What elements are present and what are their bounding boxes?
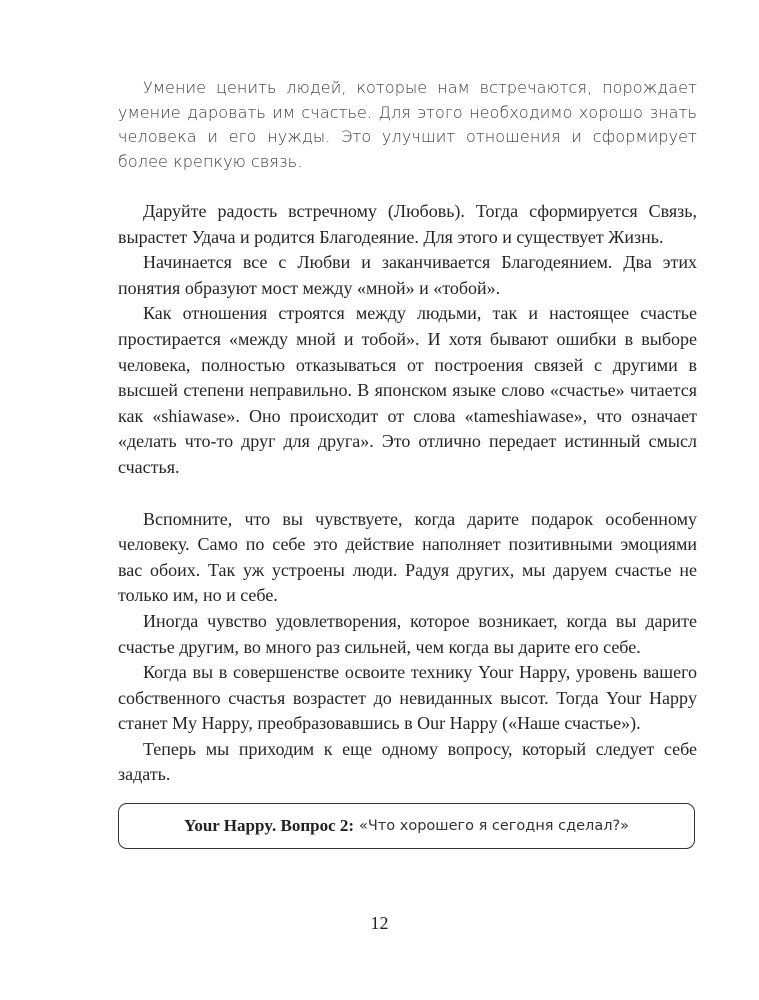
question-text: «Что хорошего я сегодня сделал?»	[359, 818, 630, 834]
paragraph: Теперь мы приходим к еще одному вопросу, который следует себе задать.	[118, 738, 697, 785]
question-label: Your Happy. Вопрос 2:	[183, 816, 355, 835]
lead-paragraph: Умение ценить людей, которые нам встречаются, порождает умение даровать им счастье. Для этого необходимо хорошо знать человека и его нужды. Это улучшит отношения и сформирует более крепкую связь.	[118, 78, 697, 171]
question-box	[118, 803, 695, 849]
paragraph: Иногда чувство удовлетворения, которое возникает, когда вы дарите счастье другим, во много раз сильней, чем когда вы дарите его себе.	[118, 610, 697, 657]
paragraph: Когда вы в совершенстве освоите технику Your Happy, уровень вашего собственного счастья возрастет до невиданных высот. Тогда Your Happy станет My Happy, преобразовавшись в Our Happy («Наше счастье»).	[118, 662, 697, 734]
page-body	[118, 76, 697, 788]
paragraph: Как отношения строятся между людьми, так и настоящее счастье простирается «между мной и тобой». И хотя бывают ошибки в выборе человека, полностью отказываться от построения связей с другими в высшей степени неправильно. В японском языке слово «счастье» читается как «shiawase». Оно происходит от слова «tameshiawase», что означает «делать что-то друг для друга». Это отлично передает истинный смысл счастья.	[118, 303, 697, 477]
paragraph: Начинается все с Любви и заканчивается Благодеянием. Два этих понятия образуют мост между «мной» и «тобой».	[118, 252, 697, 298]
paragraph: Даруйте радость встречному (Любовь). Тогда сформируется Связь, вырастет Удача и родится Благодеяние. Для этого и существует Жизнь.	[118, 201, 697, 247]
paragraph: Вспомните, что вы чувствуете, когда дарите подарок особенному человеку. Само по себе это действие наполняет позитивными эмоциями вас обоих. Так уж устроены люди. Радуя других, мы даруем счастье не только им, но и себе.	[118, 508, 697, 606]
page-number: 12	[370, 913, 389, 933]
